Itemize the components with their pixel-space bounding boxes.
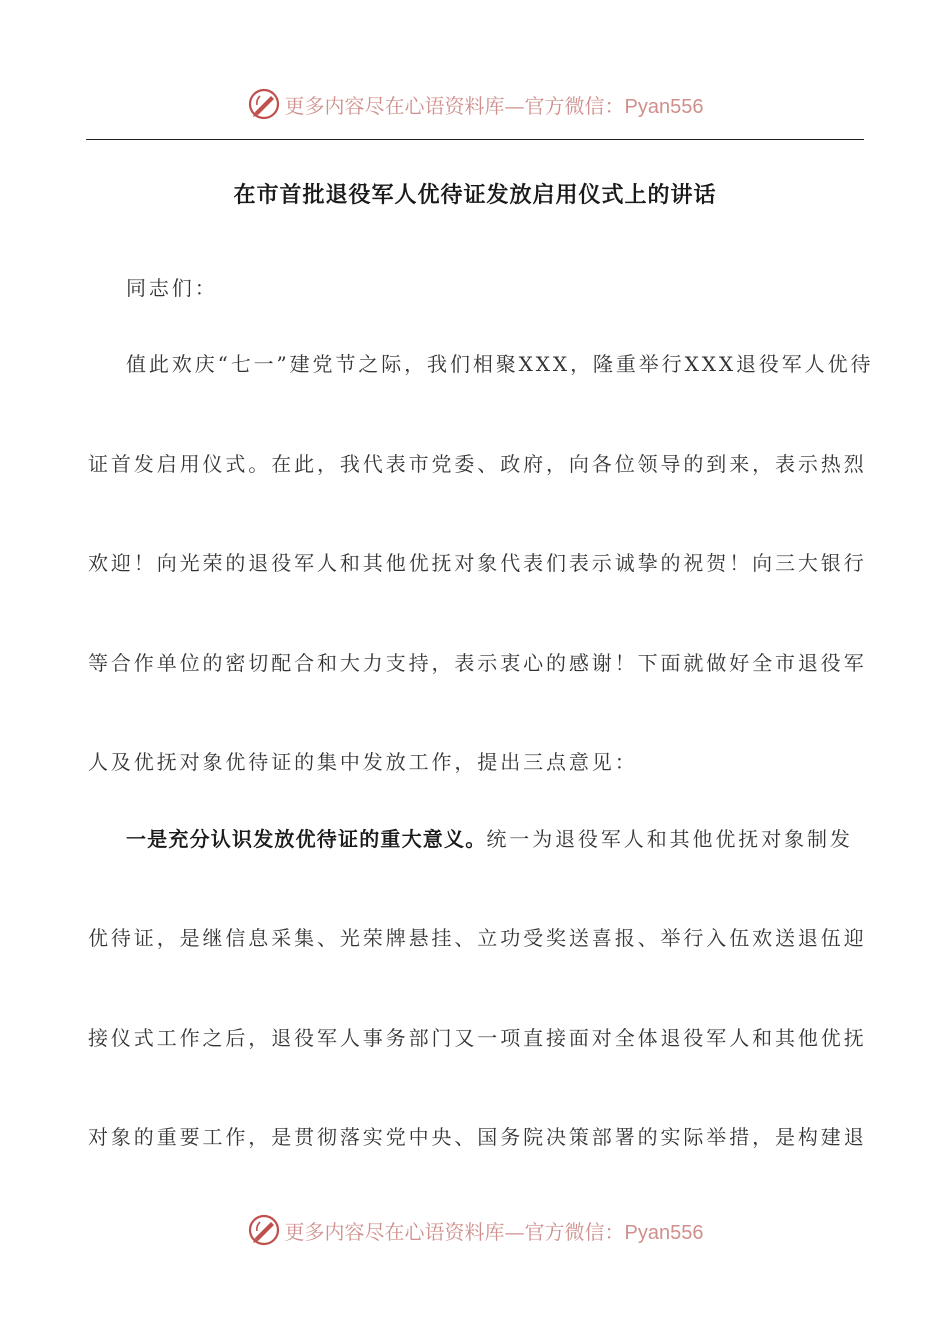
paragraph-2-line-4: 对象的重要工作，是贯彻落实党中央、国务院决策部署的实际举措，是构建退 xyxy=(88,1125,867,1149)
paragraph-1-line-1: 值此欢庆“七一”建党节之际，我们相聚XXX，隆重举行XXX退役军人优待 xyxy=(126,352,874,376)
paragraph-1-line-3: 欢迎！向光荣的退役军人和其他优抚对象代表们表示诚挚的祝贺！向三大银行 xyxy=(88,551,867,575)
footer-banner xyxy=(0,1210,950,1250)
footer-wechat-id: Pyan556 xyxy=(624,1221,704,1244)
document-title: 在市首批退役军人优待证发放启用仪式上的讲话 xyxy=(233,183,717,208)
paragraph-2-line-2: 优待证，是继信息采集、光荣牌悬挂、立功受奖送喜报、举行入伍欢送退伍迎 xyxy=(88,926,867,950)
pen-logo-icon xyxy=(247,1213,281,1247)
header-divider xyxy=(86,139,864,140)
header-banner-text: 更多内容尽在心语资料库—官方微信：Pyan556 xyxy=(284,93,704,118)
footer-banner-text: 更多内容尽在心语资料库—官方微信：Pyan556 xyxy=(284,1219,704,1244)
header-banner xyxy=(0,84,950,124)
salutation: 同志们： xyxy=(126,276,218,300)
paragraph-1-line-4: 等合作单位的密切配合和大力支持，表示衷心的感谢！下面就做好全市退役军 xyxy=(88,651,867,675)
paragraph-1-line-2: 证首发启用仪式。在此，我代表市党委、政府，向各位领导的到来，表示热烈 xyxy=(88,452,867,476)
paragraph-2-line-3: 接仪式工作之后，退役军人事务部门又一项直接面对全体退役军人和其他优抚 xyxy=(88,1026,867,1050)
header-wechat-id: Pyan556 xyxy=(624,95,704,118)
paragraph-2-heading: 一是充分认识发放优待证的重大意义。 xyxy=(126,827,487,851)
paragraph-2-line-1-rest: 统一为退役军人和其他优抚对象制发 xyxy=(486,827,853,851)
pen-logo-icon xyxy=(247,87,281,121)
paragraph-2-line-1 xyxy=(126,825,853,853)
paragraph-1-line-5: 人及优抚对象优待证的集中发放工作，提出三点意见： xyxy=(88,750,638,774)
